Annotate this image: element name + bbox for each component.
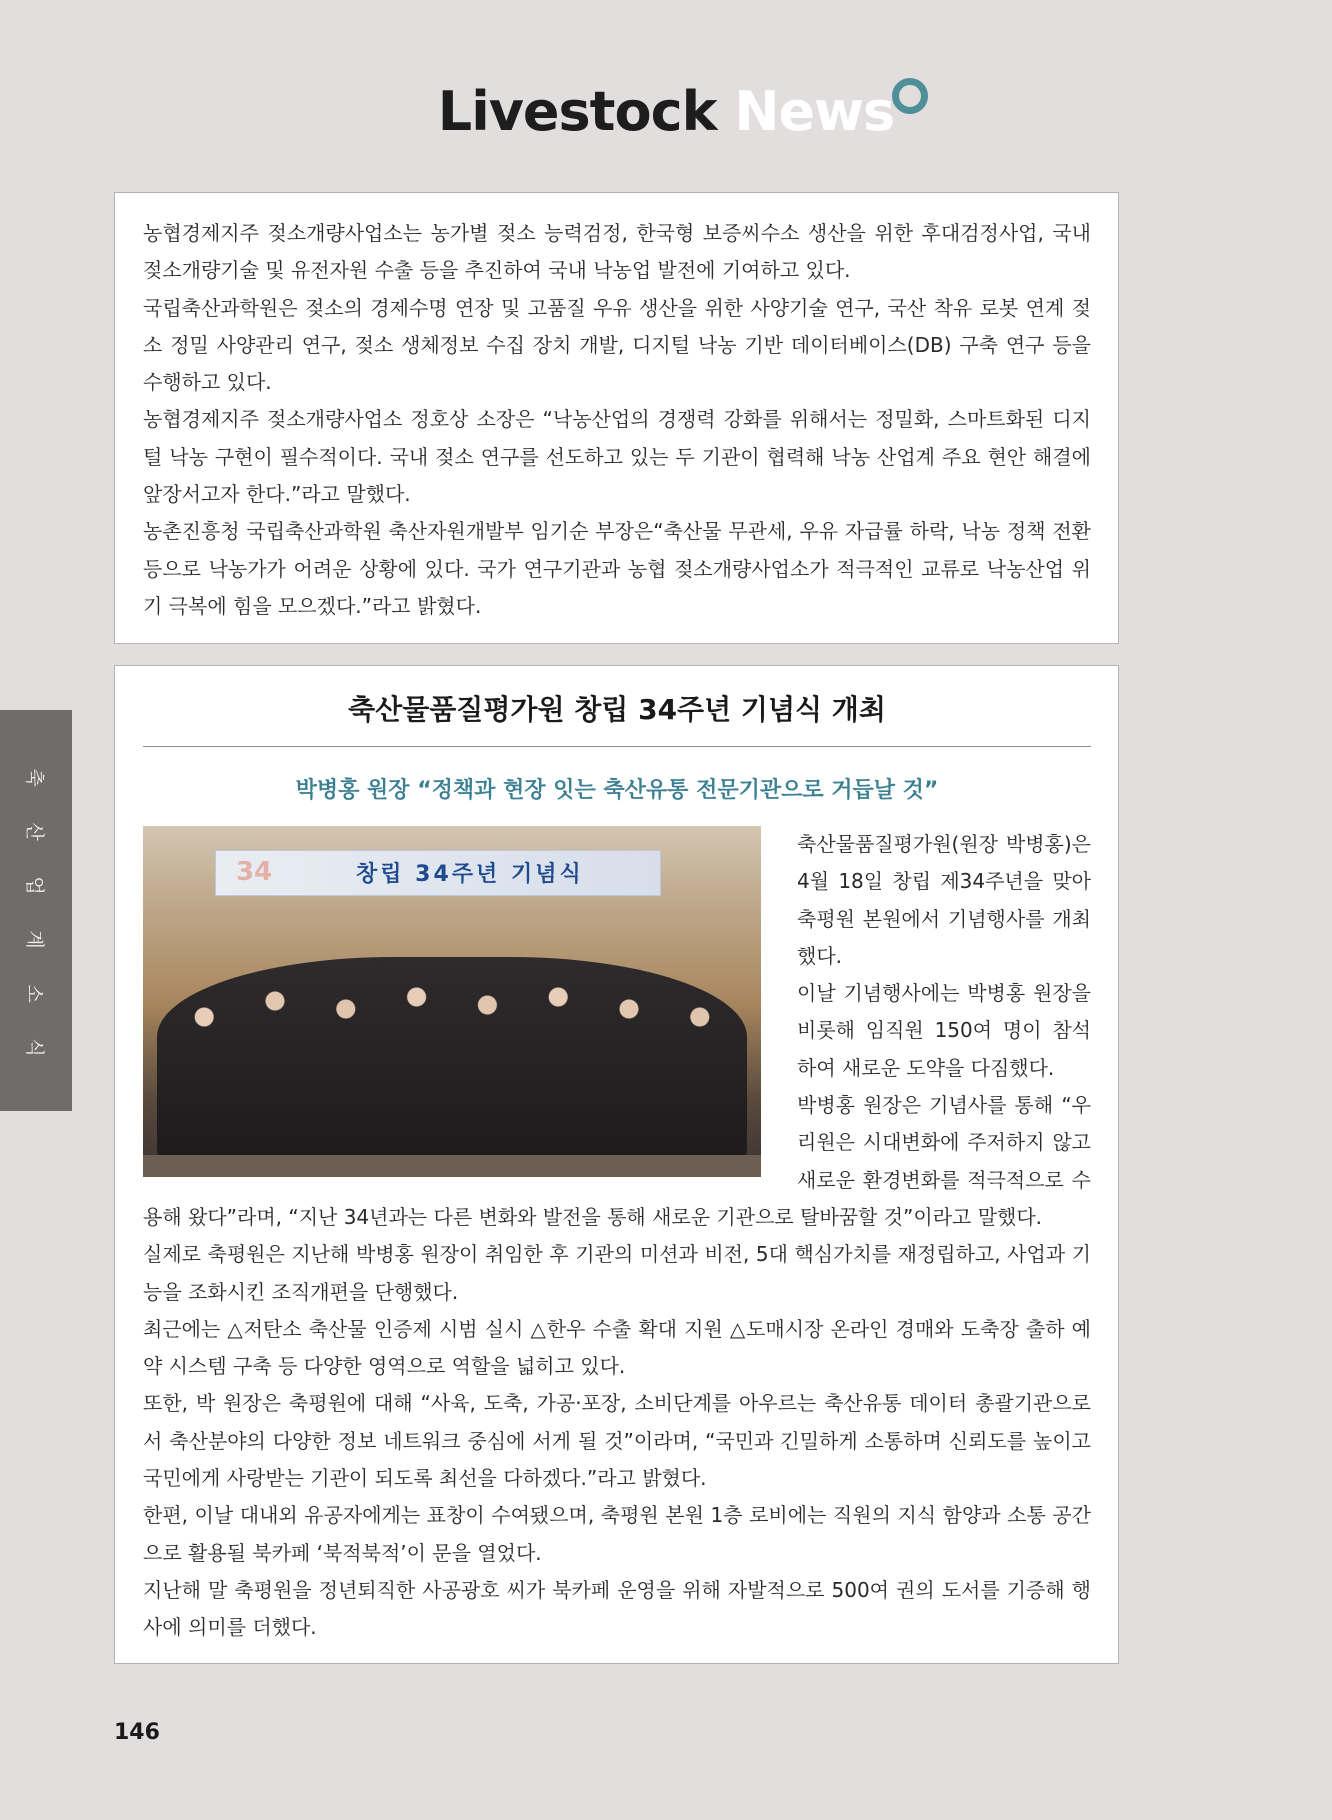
article1-paragraph-2: 국립축산과학원은 젖소의 경제수명 연장 및 고품질 우유 생산을 위한 사양기술 연구, 국산 착유 로봇 연계 젖소 정밀 사양관리 연구, 젖소 생체정보 수집 장치 개발, 디지털 낙농 기반 데이터베이스(DB) 구축 연구 등을 수행하고 있다. [143, 295, 1091, 395]
side-tab-char: 소 [23, 984, 46, 1003]
article-title: 축산물품질평가원 창립 34주년 기념식 개최 [143, 688, 1091, 747]
article-continuation-box [114, 192, 1119, 644]
article2-paragraph-8: 지난해 말 축평원을 정년퇴직한 사공광호 씨가 북카페 운영을 위해 자발적으로 500여 권의 도서를 기증해 행사에 의미를 더했다. [143, 1577, 1091, 1640]
section-side-tab [0, 710, 72, 1111]
side-tab-char: 축 [23, 768, 46, 787]
photo-banner [215, 850, 661, 896]
article-body [143, 826, 1091, 1647]
group-photo [143, 826, 761, 1177]
side-tab-char: 산 [23, 822, 46, 841]
photo-crowd [157, 957, 747, 1157]
article2-paragraph-1: 축산물품질평가원(원장 박병홍)은 4월 18일 창립 제34주년을 맞아 축평원 본원에서 기념행사를 개최했다. [797, 832, 1091, 968]
article2-paragraph-4: 실제로 축평원은 지난해 박병홍 원장이 취임한 후 기관의 미션과 비전, 5대 핵심가치를 재정립하고, 사업과 기능을 조화시킨 조직개편을 단행했다. [143, 1242, 1091, 1304]
article2-paragraph-5: 최근에는 △저탄소 축산물 인증제 시범 실시 △한우 수출 확대 지원 △도매시장 온라인 경매와 도축장 출하 예약 시스템 구축 등 다양한 영역으로 역할을 넓히고 있다. [143, 1316, 1091, 1379]
logo-ring-icon [892, 78, 928, 114]
masthead [0, 80, 1332, 143]
photo-banner-number: 34 [236, 857, 273, 887]
article2-paragraph-3: 박병홍 원장은 기념사를 통해 “우리원은 시대변화에 주저하지 않고 새로운 환경변화를 적극적으로 수용해 왔다”라며, “지난 34년과는 다른 변화와 발전을 통해 새로운 기관으로 탈바꿈할 것”이라고 말했다. [143, 1093, 1091, 1229]
page-number: 146 [114, 1720, 160, 1745]
side-tab-char: 업 [23, 876, 46, 895]
side-tab-char: 식 [23, 1038, 46, 1057]
article1-paragraph-1: 농협경제지주 젖소개량사업소는 농가별 젖소 능력검정, 한국형 보증씨수소 생산을 위한 후대검정사업, 국내 젖소개량기술 및 유전자원 수출 등을 추진하여 국내 낙농업 발전에 기여하고 있다. [143, 221, 1091, 283]
article2-paragraph-6: 또한, 박 원장은 축평원에 대해 “사육, 도축, 가공·포장, 소비단계를 아우르는 축산유통 데이터 총괄기관으로서 축산분야의 다양한 정보 네트워크 중심에 서게 될 것”이라며, “국민과 긴밀하게 소통하며 신뢰도를 높이고 국민에게 사랑받는 기관이 되도록 최선을 다하겠다.”라고 밝혔다. [143, 1391, 1091, 1491]
article2-paragraph-2: 이날 기념행사에는 박병홍 원장을 비롯해 임직원 150여 명이 참석하여 새로운 도약을 다짐했다. [797, 981, 1091, 1080]
article1-paragraph-3: 농협경제지주 젖소개량사업소 정호상 소장은 “낙농산업의 경쟁력 강화를 위해서는 정밀화, 스마트화된 디지털 낙농 구현이 필수적이다. 국내 젖소 연구를 선도하고 있는 두 기관이 협력해 낙농 산업계 주요 현안 해결에 앞장서고자 한다.”라고 말했다. [143, 407, 1091, 507]
photo-floor [143, 1155, 761, 1177]
photo-banner-text: 창립 34주년 기념식 [356, 862, 584, 887]
logo-word-news: News [734, 80, 895, 143]
article-subtitle: 박병홍 원장 “정책과 현장 잇는 축산유통 전문기관으로 거듭날 것” [295, 778, 939, 803]
anniversary-article-box [114, 665, 1119, 1664]
article1-paragraph-4: 농촌진흥청 국립축산과학원 축산자원개발부 임기순 부장은“축산물 무관세, 우유 자급률 하락, 낙농 정책 전환 등으로 낙농가가 어려운 상황에 있다. 국가 연구기관과 농협 젖소개량사업소가 적극적인 교류로 낙농산업 위기 극복에 힘을 모으겠다.”라고 밝혔다. [143, 519, 1091, 618]
side-tab-char: 계 [23, 930, 46, 949]
logo-word-livestock: Livestock [437, 80, 717, 143]
article2-paragraph-7: 한편, 이날 대내외 유공자에게는 표창이 수여됐으며, 축평원 본원 1층 로비에는 직원의 지식 함양과 소통 공간으로 활용될 북카페 ‘북적북적’이 문을 열었다. [143, 1503, 1091, 1565]
livestock-news-logo [438, 80, 894, 143]
